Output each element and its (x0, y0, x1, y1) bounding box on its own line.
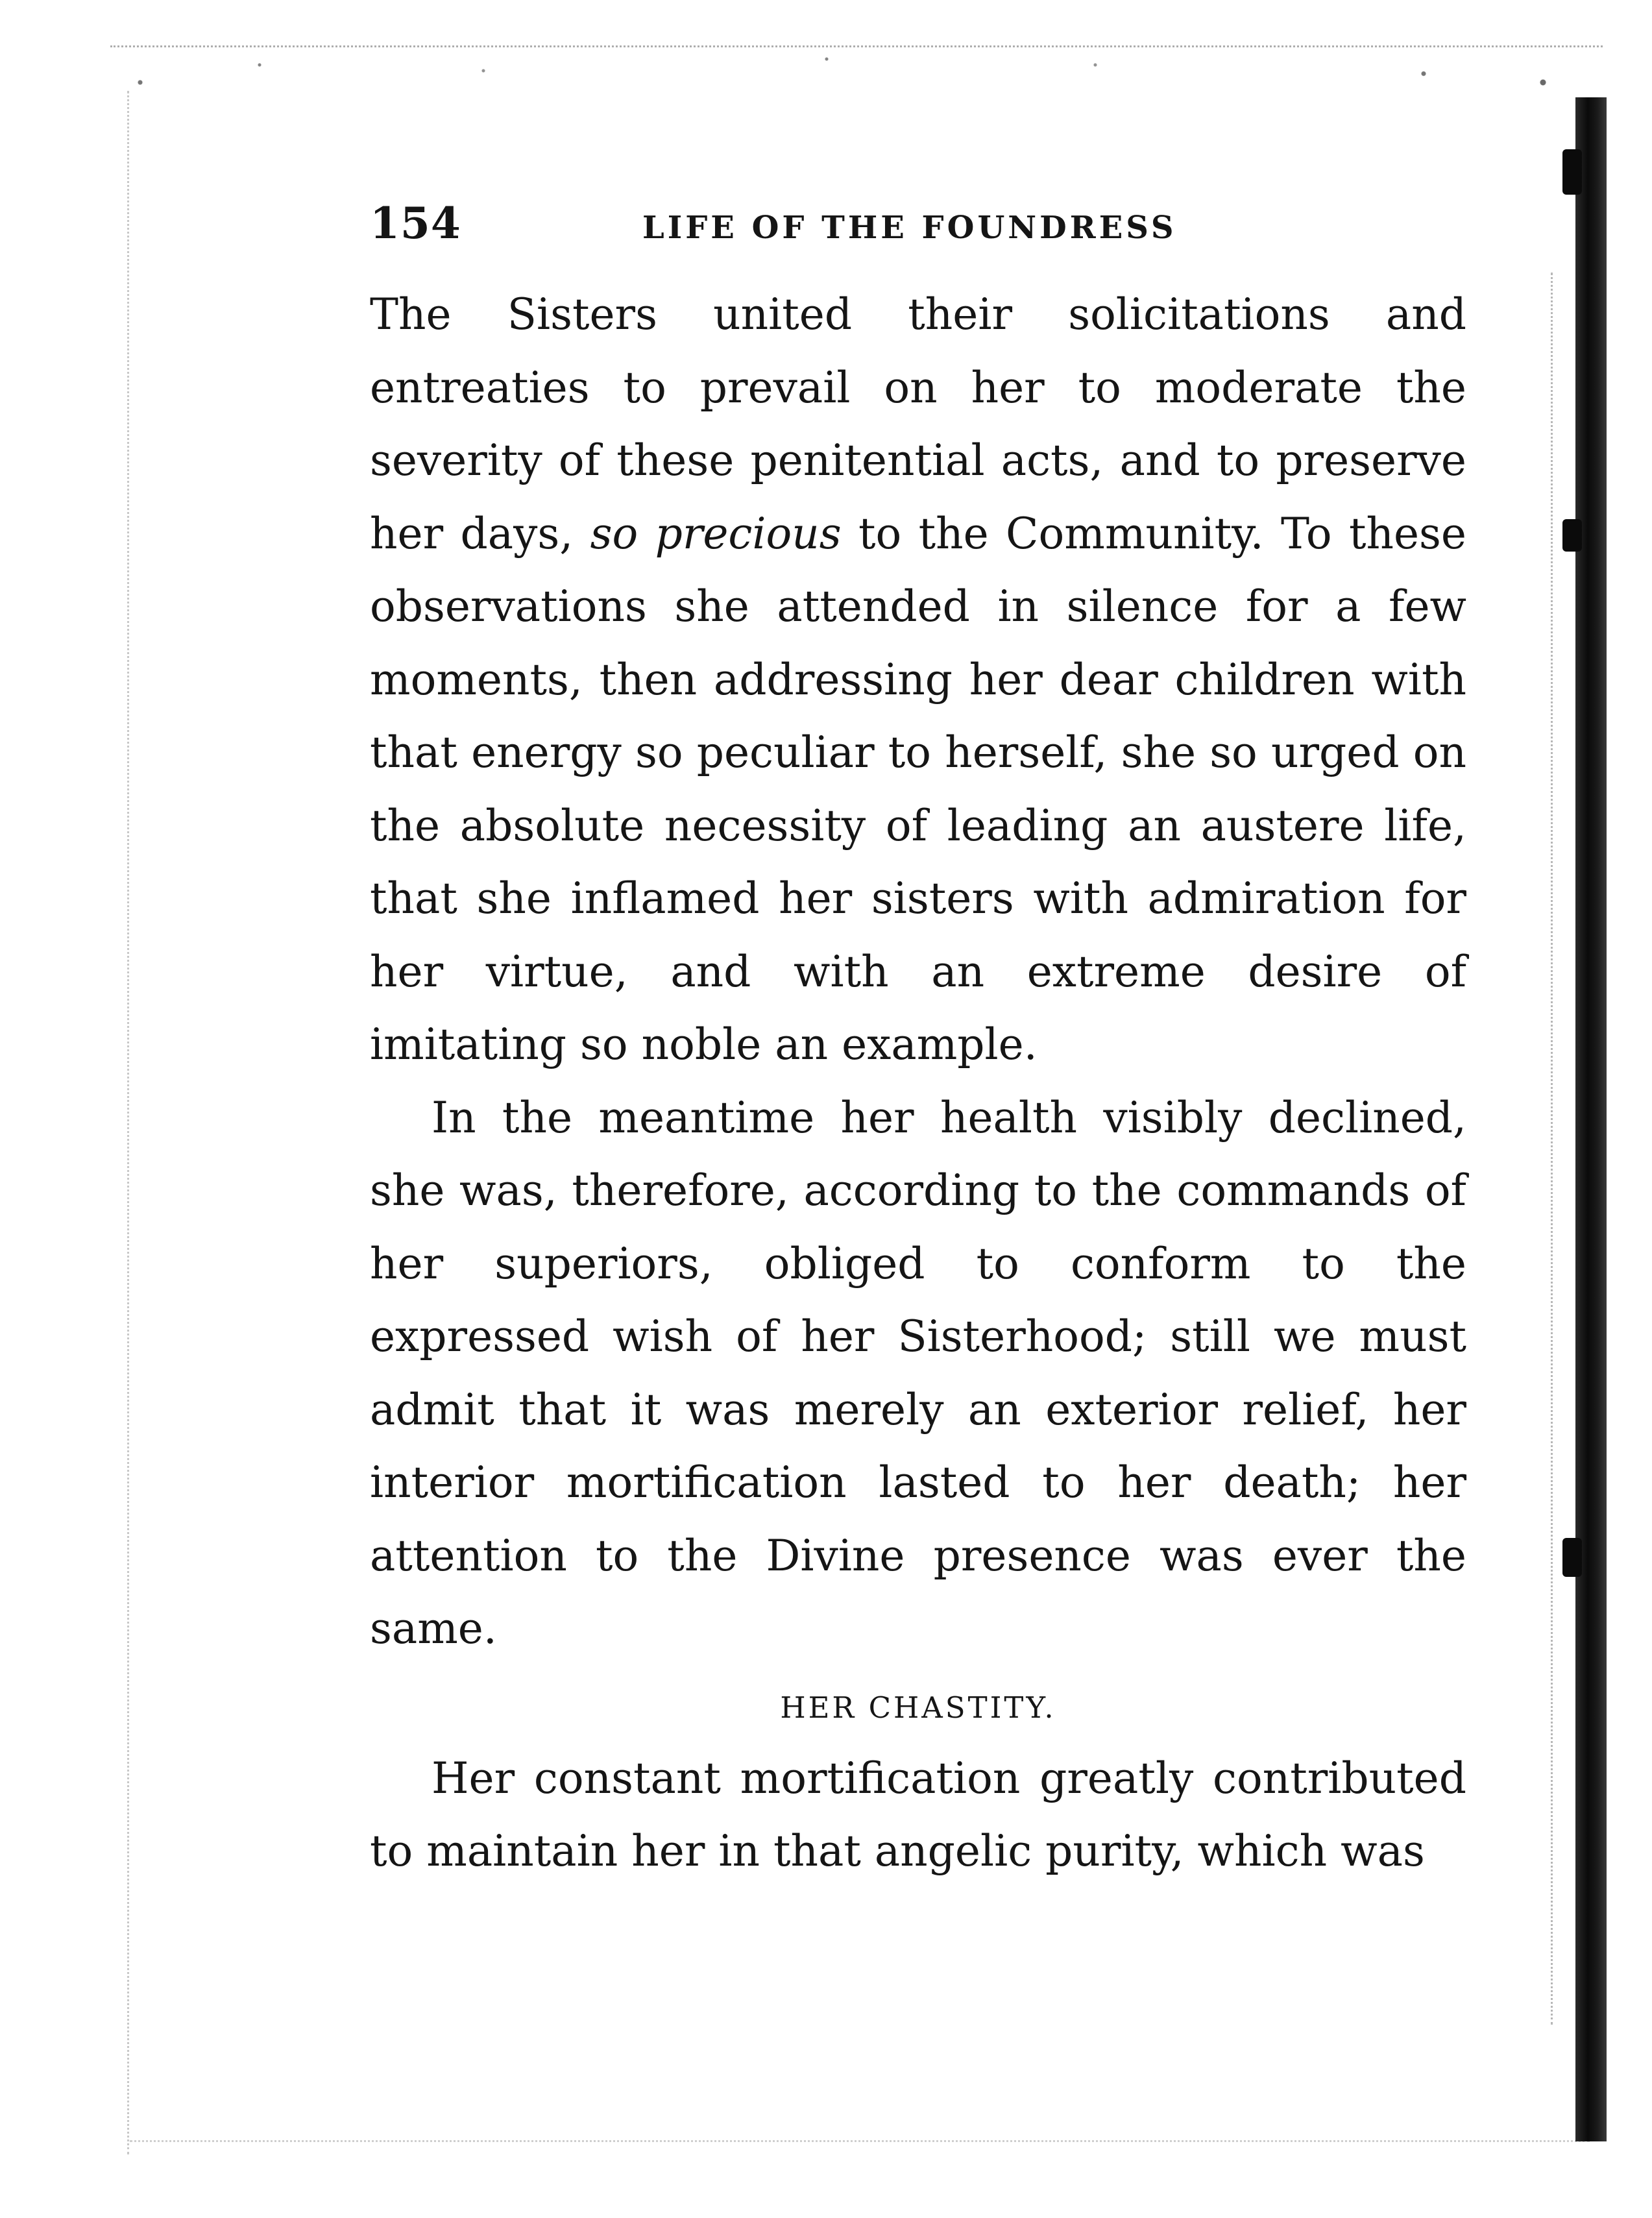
scan-top-edge-artifact (110, 45, 1603, 106)
paragraph1-italic-phrase: so precious (590, 508, 842, 559)
section-heading: HER CHASTITY. (780, 1690, 1056, 1725)
paragraph-chastity: Her constant mortification greatly contributed to maintain her in that angelic purity, which was (370, 1753, 1466, 1876)
binding-notch-top (1562, 149, 1582, 195)
gutter-speckle-artifact (1551, 273, 1576, 2025)
running-title: LIFE OF THE FOUNDRESS (642, 210, 1177, 246)
book-binding-shadow (1575, 97, 1607, 2141)
book-page (370, 198, 1466, 1888)
running-head (370, 198, 1466, 269)
paragraph1-text-after-italic: to the Community. To these observations she attended in silence for a few moments, then addressing her dear children with that energy so peculiar to herself, she so urged on the absolute necessity of leading an austere life, that she inflamed her sisters with admiration for her virtue, and with an extreme desire of imitating so noble an example. (370, 508, 1466, 1069)
paragraph1-text-before-italic: The Sisters united their solicitations and entreaties to prevail on her to moderate the severity of these penitential acts, and to preserve her days, (370, 289, 1466, 559)
scan-bottom-edge-artifact (130, 2140, 1590, 2145)
paragraph-sisters-entreaties (370, 278, 1466, 1082)
paragraph-health-declined: In the meantime her health visibly declined, she was, therefore, according to the commands of her superiors, obliged to conform to the expressed wish of her Sisterhood; still we must admit that it was merely an exterior relief, her interior mortification lasted to her death; her attention to the Divine presence was ever the same. (370, 1092, 1466, 1653)
page-number: 154 (370, 198, 461, 249)
scan-left-edge-artifact (127, 91, 133, 2154)
